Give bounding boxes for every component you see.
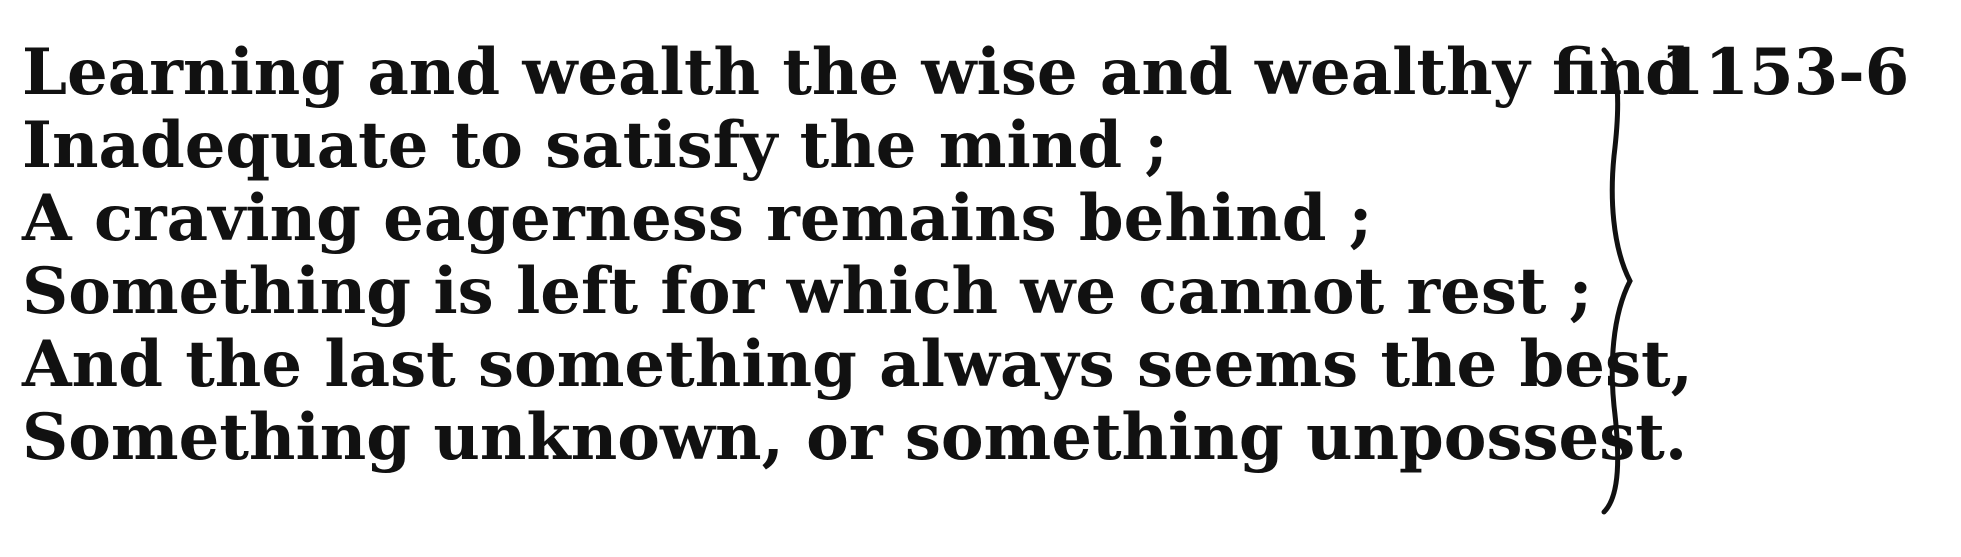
verse-line-2: Inadequate to satisfy the mind ;	[22, 108, 1168, 183]
poem-stanza	[22, 35, 1693, 475]
verse-line-5: And the last something always seems the best,	[22, 327, 1693, 402]
line-reference: 1153-6	[1660, 35, 1910, 110]
verse-line-3: A craving eagerness remains behind ;	[22, 181, 1373, 256]
verse-line-1: Learning and wealth the wise and wealthy find	[22, 35, 1690, 110]
verse-line-4: Something is left for which we cannot rest ;	[22, 254, 1593, 329]
right-brace	[1598, 46, 1638, 516]
verse-line-6: Something unknown, or something unpossest.	[22, 400, 1688, 475]
